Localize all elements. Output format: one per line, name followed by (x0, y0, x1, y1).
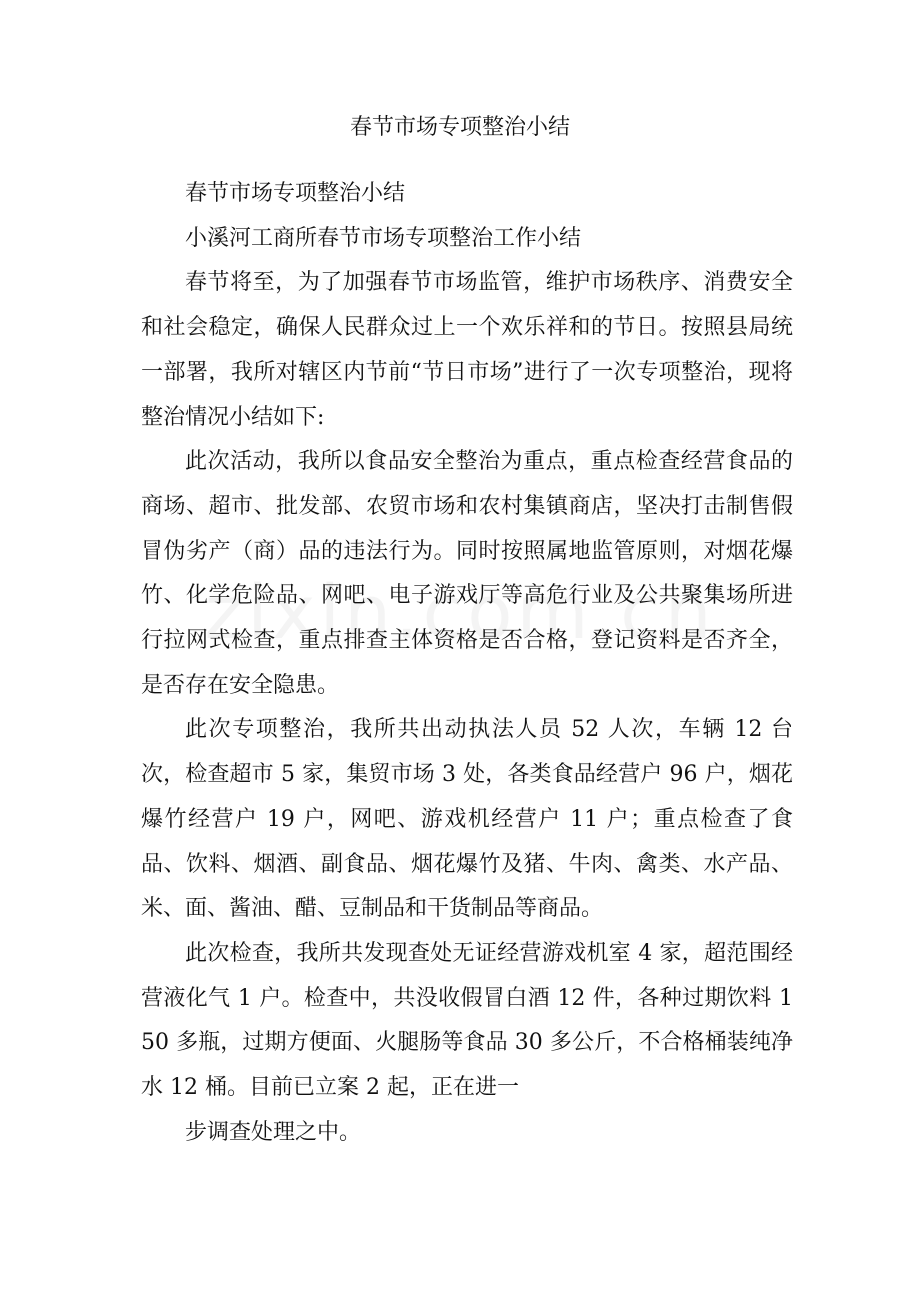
paragraph-intro: 春节将至，为了加强春节市场监管，维护市场秩序、消费安全和社会稳定，确保人民群众过上一个欢乐祥和的节日。按照县局统一部署，我所对辖区内节前“节日市场”进行了一次专项整治，现将整治情况小结如下: (141, 270, 793, 430)
paragraph-subtitle: 小溪河工商所春节市场专项整治工作小结 (185, 225, 582, 251)
document-title: 春节市场专项整治小结 (349, 115, 570, 140)
document-body (141, 172, 793, 1155)
paragraph-heading: 春节市场专项整治小结 (185, 181, 406, 206)
paragraph-continuation: 步调查处理之中。 (185, 1119, 362, 1145)
paragraph-statistics: 此次专项整治，我所共出动执法人员 52 人次，车辆 12 台次，检查超市 5 家，集贸市场 3 处，各类食品经营户 96 户，烟花爆竹经营户 19 户，网吧、游戏机经营户 11 户；重点检查了食品、饮料、烟酒、副食品、烟花爆竹及猪、牛肉、禽类、水产品、米、面、酱油、醋、豆制品和干货制品等商品。 (141, 717, 793, 922)
paragraph-activity: 此次活动，我所以食品安全整治为重点，重点检查经营食品的商场、超市、批发部、农贸市场和农村集镇商店，坚决打击制售假冒伪劣产（商）品的违法行为。同时按照属地监管原则，对烟花爆竹、化学危险品、网吧、电子游戏厅等高危行业及公共聚集场所进行拉网式检查，重点排查主体资格是否合格，登记资料是否齐全，是否存在安全隐患。 (141, 449, 793, 698)
paragraph-findings: 此次检查，我所共发现查处无证经营游戏机室 4 家，超范围经营液化气 1 户。检查中，共没收假冒白酒 12 件，各种过期饮料 150 多瓶，过期方便面、火腿肠等食品 30 多公斤，不合格桶装纯净水 12 桶。目前已立案 2 起，正在进一 (141, 940, 793, 1101)
